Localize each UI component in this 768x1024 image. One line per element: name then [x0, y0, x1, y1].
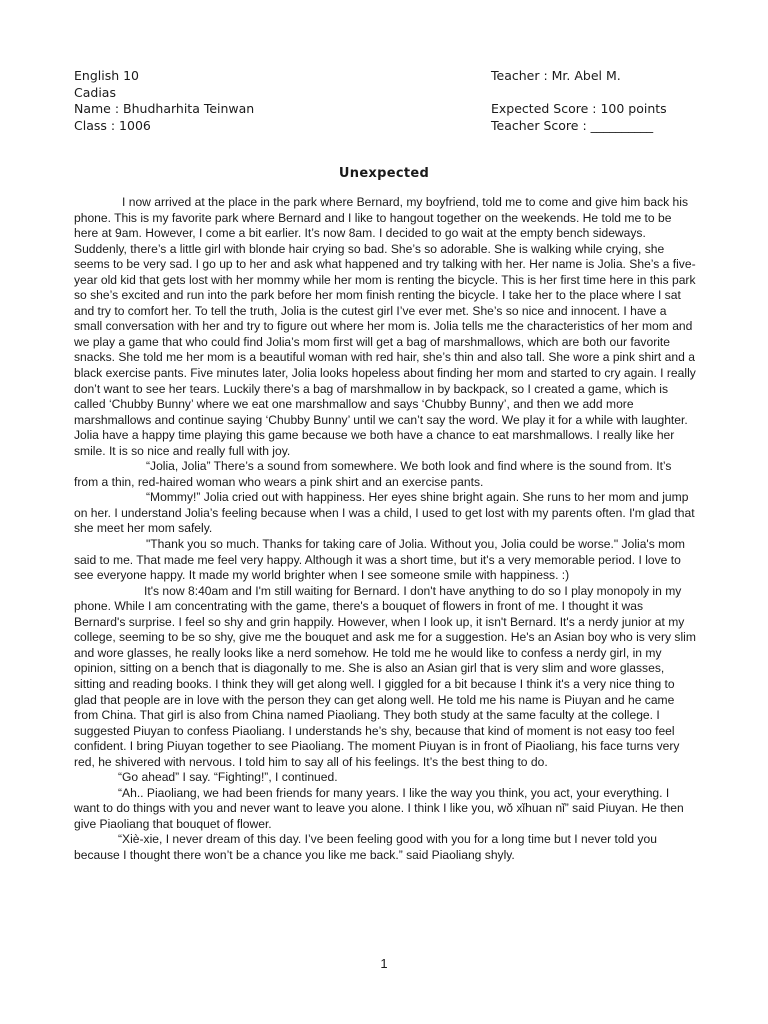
teacher-score-line: Teacher Score : __________ — [491, 117, 654, 133]
paragraph: “Jolia, Jolia” There’s a sound from somewhere. We both look and find where is the sound from. It’s from a thin, red-haired woman who wears a pink shirt and an exercise pants. — [74, 459, 672, 489]
paragraph: “Go ahead” I say. “Fighting!”, I continued. — [118, 770, 338, 785]
paragraph: I now arrived at the place in the park where Bernard, my boyfriend, told me to come and give him back his phone. This is my favorite park where Bernard and I like to hangout together on the weekends. He told me to be here at 9am. However, I come a bit earlier. It’s now 8am. I decided to go wait at the empty bench sideways. Suddenly, there’s a little girl with blonde hair crying so bad. She’s so adorable. She is walking while crying, she seems to be very sad. I go up to her and ask what happened and try talking with her. Her name is Jolia. She’s a five-year old kid that gets lost with her mommy while her mom is renting the bicycle. This is her first time here in this park so she’s excited and run into the park before her mom finish renting the bicycle. I take her to the place where I sat and try to comfort her. To tell the truth, Jolia is the cutest girl I’ve ever met. She’s so nice and innocent. I have a small conversation with her and try to figure out where her mom is. Jolia tells me the characteristics of her mom and we play a game that who could find Jolia’s mom first will get a bag of marshmallows, which are both our favorite snacks. She told me her mom is a beautiful woman with red hair, she’s thin and also tall. She wore a pink shirt and a black exercise pants. Five minutes later, Jolia looks hopeless about finding her mom and started to cry again. I really don’t want to see her tears. Luckily there’s a bag of marshmallow in by backpack, so I created a game, which is called ‘Chubby Bunny’ where we eat one marshmallow and says ‘Chubby Bunny’, and then we add more marshmallows and continue saying ‘Chubby Bunny’ until we can’t say the word. We play it for a while with laughter. Jolia have a happy time playing this game because we both have a chance to eat marshmallows. I really like her smile. It is so nice and really full with joy. — [74, 195, 696, 458]
page-number: 1 — [380, 956, 388, 971]
essay-title: Unexpected — [338, 166, 430, 181]
paragraph: “Mommy!” Jolia cried out with happiness. Her eyes shine bright again. She runs to her mom and jump on her. I understand Jolia’s feeling because when I was a child, I used to get lost with my parents often. I'm glad that she meet her mom safely. — [74, 490, 695, 536]
teacher-line: Teacher : Mr. Abel M. — [491, 68, 621, 83]
essay-body — [74, 195, 696, 864]
paragraph: "Thank you so much. Thanks for taking care of Jolia. Without you, Jolia could be worse." Jolia's mom said to me. That made me feel very happy. Although it was a short time, but it's a very memorable period. I love to see everyone happy. It made my world brighter when I see someone smile with happiness. :) — [74, 537, 686, 583]
class-line: Class : 1006 — [74, 117, 151, 133]
header-right-block — [491, 68, 731, 134]
teacher-surname-line: Cadias — [74, 84, 116, 100]
header-left-block — [74, 68, 474, 134]
student-name-line: Name : Bhudharhita Teinwan — [74, 101, 255, 116]
course-line: English 10 — [74, 68, 140, 83]
paragraph: “Xiè-xie, I never dream of this day. I’ve been feeling good with you for a long time but I never told you because I thought there won’t be a chance you like me back.” said Piaoliang shyly. — [74, 832, 657, 862]
expected-score-line: Expected Score : 100 points — [491, 101, 667, 116]
header-spacer-line — [491, 85, 731, 102]
paragraph: It's now 8:40am and I'm still waiting for Bernard. I don't have anything to do so I play monopoly in my phone. While I am concentrating with the game, there's a bouquet of flowers in front of me. I thought it was Bernard's surprise. I feel so shy and grin happily. However, when I look up, it isn't Bernard. It's a nerdy junior at my college, seeming to be so shy, give me the bouquet and ask me for a suggestion. He's an Asian boy who is very slim and wore glasses, he really looks like a nerd somehow. He told me he would like to confess a nerdy girl, in my opinion, sitting on a bench that is diagonally to me. She is also an Asian girl that is very slim and wore glasses, sitting and reading books. I think they will get along well. I giggled for a bit because I think it's a very nice thing to glad that people are in love with the person they can get along well. He told me his name is Piuyan and he came from China. That girl is also from China named Piaoliang. They both study at the same faculty at the college. I suggested Piuyan to confess Piaoliang. I understands he’s shy, because that kind of moment is not easy too feel confident. I bring Piuyan together to see Piaoliang. The moment Piuyan is in front of Piaoliang, his face turns very red, he shivered with nervous. I told him to say all of his feelings. It’s the best thing to do. — [74, 583, 696, 769]
paragraph: “Ah.. Piaoliang, we had been friends for many years. I like the way you think, you act, your everything. I want to do things with you and never want to leave you alone. I think I like you, wǒ xǐhuan nǐ” said Piuyan. He then give Piaoliang that bouquet of flower. — [74, 785, 684, 831]
